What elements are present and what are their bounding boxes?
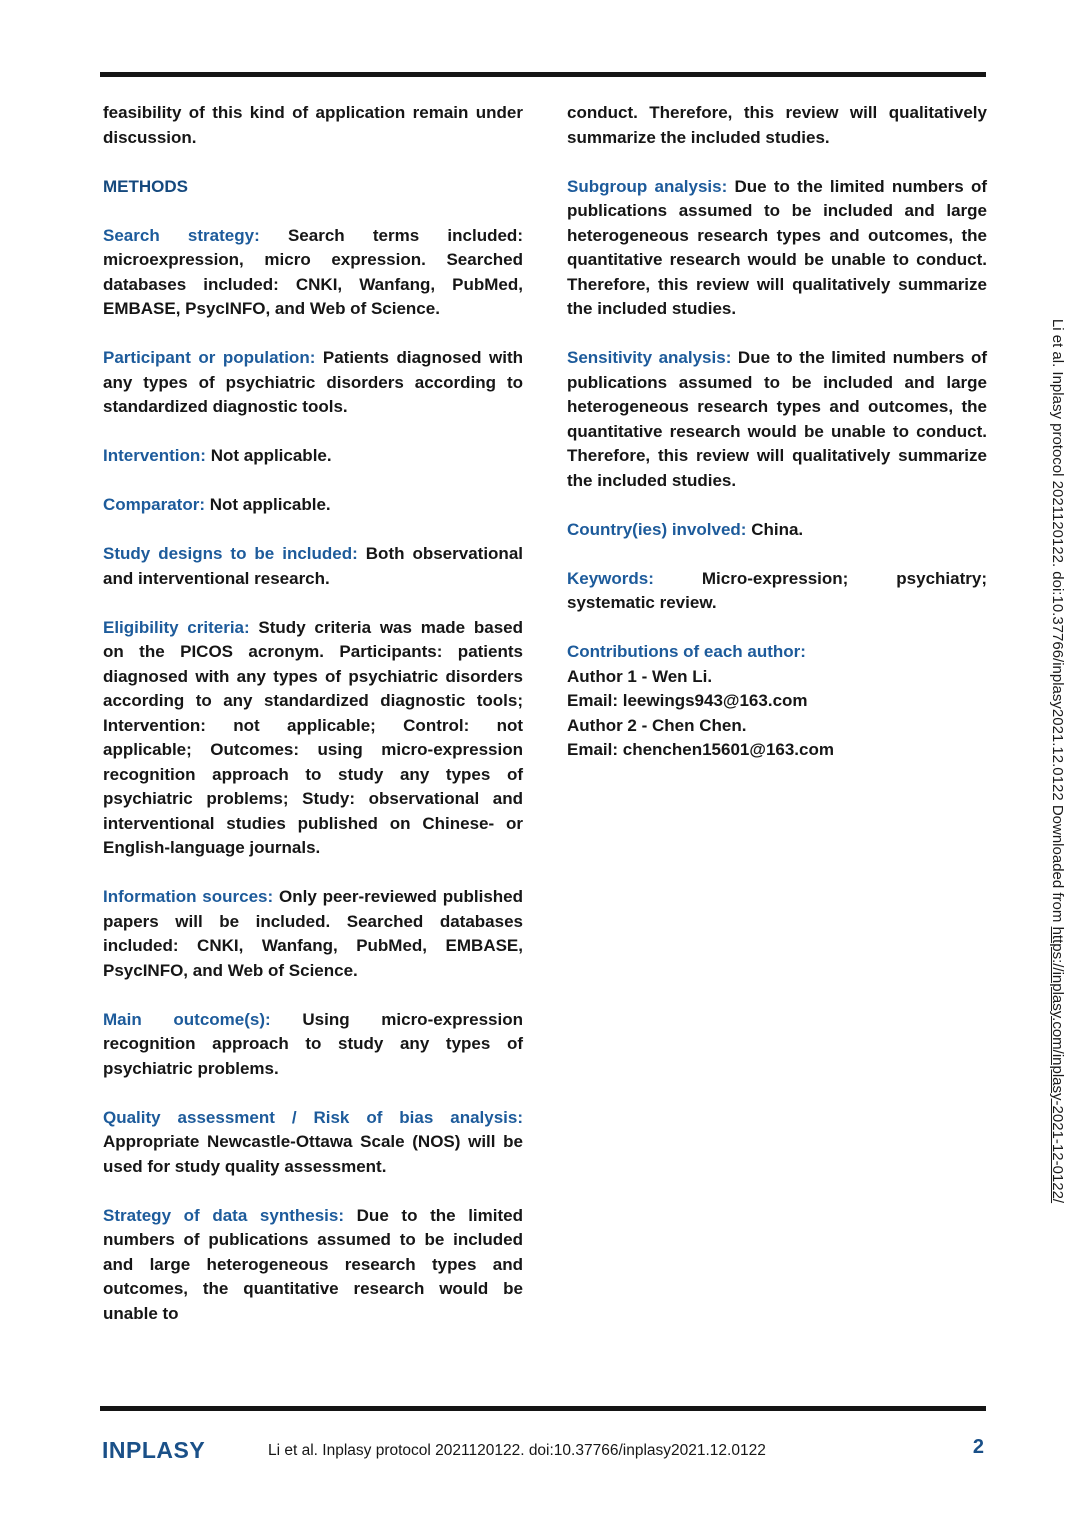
section-text: Micro-expression; psychiatry; systematic review. xyxy=(567,568,987,612)
section-contributions xyxy=(567,640,987,763)
section-text: Due to the limited numbers of publications assumed to be included and large heterogeneous research types and outcomes, the quantitative research would be unable to conduct. Therefore, this review will qualitatively summarize the included studies. xyxy=(567,176,987,318)
section-label: Quality assessment / Risk of bias analysis: xyxy=(103,1107,523,1127)
section-search-strategy xyxy=(103,224,523,322)
section-main-outcomes xyxy=(103,1008,523,1082)
right-column xyxy=(567,101,987,787)
section-text: Due to the limited numbers of publications assumed to be included and large heterogeneous research types and outcomes, the quantitative research would be unable to xyxy=(103,1205,523,1323)
section-quality-assessment xyxy=(103,1106,523,1180)
section-label: Eligibility criteria: xyxy=(103,617,250,637)
page-number: 2 xyxy=(972,1436,984,1458)
section-label: Main outcome(s): xyxy=(103,1009,271,1029)
section-intervention xyxy=(103,444,523,469)
section-text: Study criteria was made based on the PICOS acronym. Participants: patients diagnosed with any types of psychiatric disorders according to any standardized diagnostic tools; Intervention: not applicable; Control: not applicable; Outcomes: using micro-expression recognition approach to study any types of psychiatric problems; Study: observational and interventional studies published on Chinese- or English-language journals. xyxy=(103,617,523,857)
section-information-sources xyxy=(103,885,523,983)
left-column xyxy=(103,101,523,1351)
inplasy-logo: INPLASY xyxy=(102,1437,206,1463)
section-label: Search strategy: xyxy=(103,225,260,245)
section-text: Only peer-reviewed published papers will be included. Searched databases included: CNKI, Wanfang, PubMed, EMBASE, PsycINFO, and Web of Science. xyxy=(103,887,523,980)
section-text: Using micro-expression recognition approach to study any types of psychiatric problems. xyxy=(103,1009,523,1078)
paragraph-continuation xyxy=(567,101,987,150)
section-sensitivity-analysis xyxy=(567,346,987,493)
section-country-involved xyxy=(567,518,987,543)
sidebar-citation-text: Li et al. Inplasy protocol 2021120122. doi:10.37766/inplasy2021.12.0122 Downloaded from xyxy=(1049,318,1066,927)
sidebar-vertical-citation xyxy=(1046,201,1068,1321)
section-text: Due to the limited numbers of publications assumed to be included and large heterogeneous research types and outcomes, the quantitative research would be unable to conduct. Therefore, this review will qualitatively summarize the included studies. xyxy=(567,348,987,490)
section-label: Study designs to be included: xyxy=(103,544,358,563)
section-label: Country(ies) involved: xyxy=(567,519,747,539)
bottom-rule xyxy=(100,1406,986,1411)
footer-citation: Li et al. Inplasy protocol 2021120122. doi:10.37766/inplasy2021.12.0122 xyxy=(268,1442,766,1459)
methods-heading: METHODS xyxy=(103,176,188,196)
section-subgroup-analysis xyxy=(567,175,987,322)
section-text: China. xyxy=(751,519,804,539)
contribution-author-1: Author 1 - Wen Li. xyxy=(567,666,713,686)
section-label: Comparator: xyxy=(103,495,206,514)
section-keywords xyxy=(567,567,987,616)
contribution-email-1: Email: leewings943@163.com xyxy=(567,691,808,710)
section-strategy-data-synthesis xyxy=(103,1204,523,1327)
section-comparator xyxy=(103,493,523,518)
section-text: Search terms included: microexpression, micro expression. Searched databases included: CNKI, Wanfang, PubMed, EMBASE, PsycINFO, and Web of Science. xyxy=(103,225,523,318)
contribution-author-2: Author 2 - Chen Chen. xyxy=(567,715,747,735)
section-label: Intervention: xyxy=(103,446,206,465)
top-rule xyxy=(100,72,986,77)
section-text: Not applicable. xyxy=(210,446,332,465)
section-label: Keywords: xyxy=(567,568,654,588)
section-eligibility-criteria xyxy=(103,616,523,861)
section-participant-population xyxy=(103,346,523,420)
section-study-designs xyxy=(103,542,523,591)
section-label: Strategy of data synthesis: xyxy=(103,1205,345,1225)
contributions-label: Contributions of each author: xyxy=(567,642,806,661)
contribution-email-2: Email: chenchen15601@163.com xyxy=(567,740,834,759)
sidebar-url-link[interactable]: https://inplasy.com/inplasy-2021-12-0122/ xyxy=(1049,926,1066,1204)
section-label: Participant or population: xyxy=(103,348,316,367)
section-label: Subgroup analysis: xyxy=(567,176,728,196)
section-text: Not applicable. xyxy=(209,495,331,514)
intro-text: feasibility of this kind of application remain under discussion. xyxy=(103,103,523,147)
paragraph-intro xyxy=(103,101,523,150)
continuation-text: conduct. Therefore, this review will qualitatively summarize the included studies. xyxy=(567,103,987,147)
section-text: Patients diagnosed with any types of psychiatric disorders according to standardized diagnostic tools. xyxy=(103,348,523,416)
section-text: Both observational and interventional research. xyxy=(103,544,523,588)
section-label: Sensitivity analysis: xyxy=(567,348,732,367)
section-text: Appropriate Newcastle-Ottawa Scale (NOS) will be used for study quality assessment. xyxy=(103,1132,523,1176)
section-label: Information sources: xyxy=(103,887,274,906)
